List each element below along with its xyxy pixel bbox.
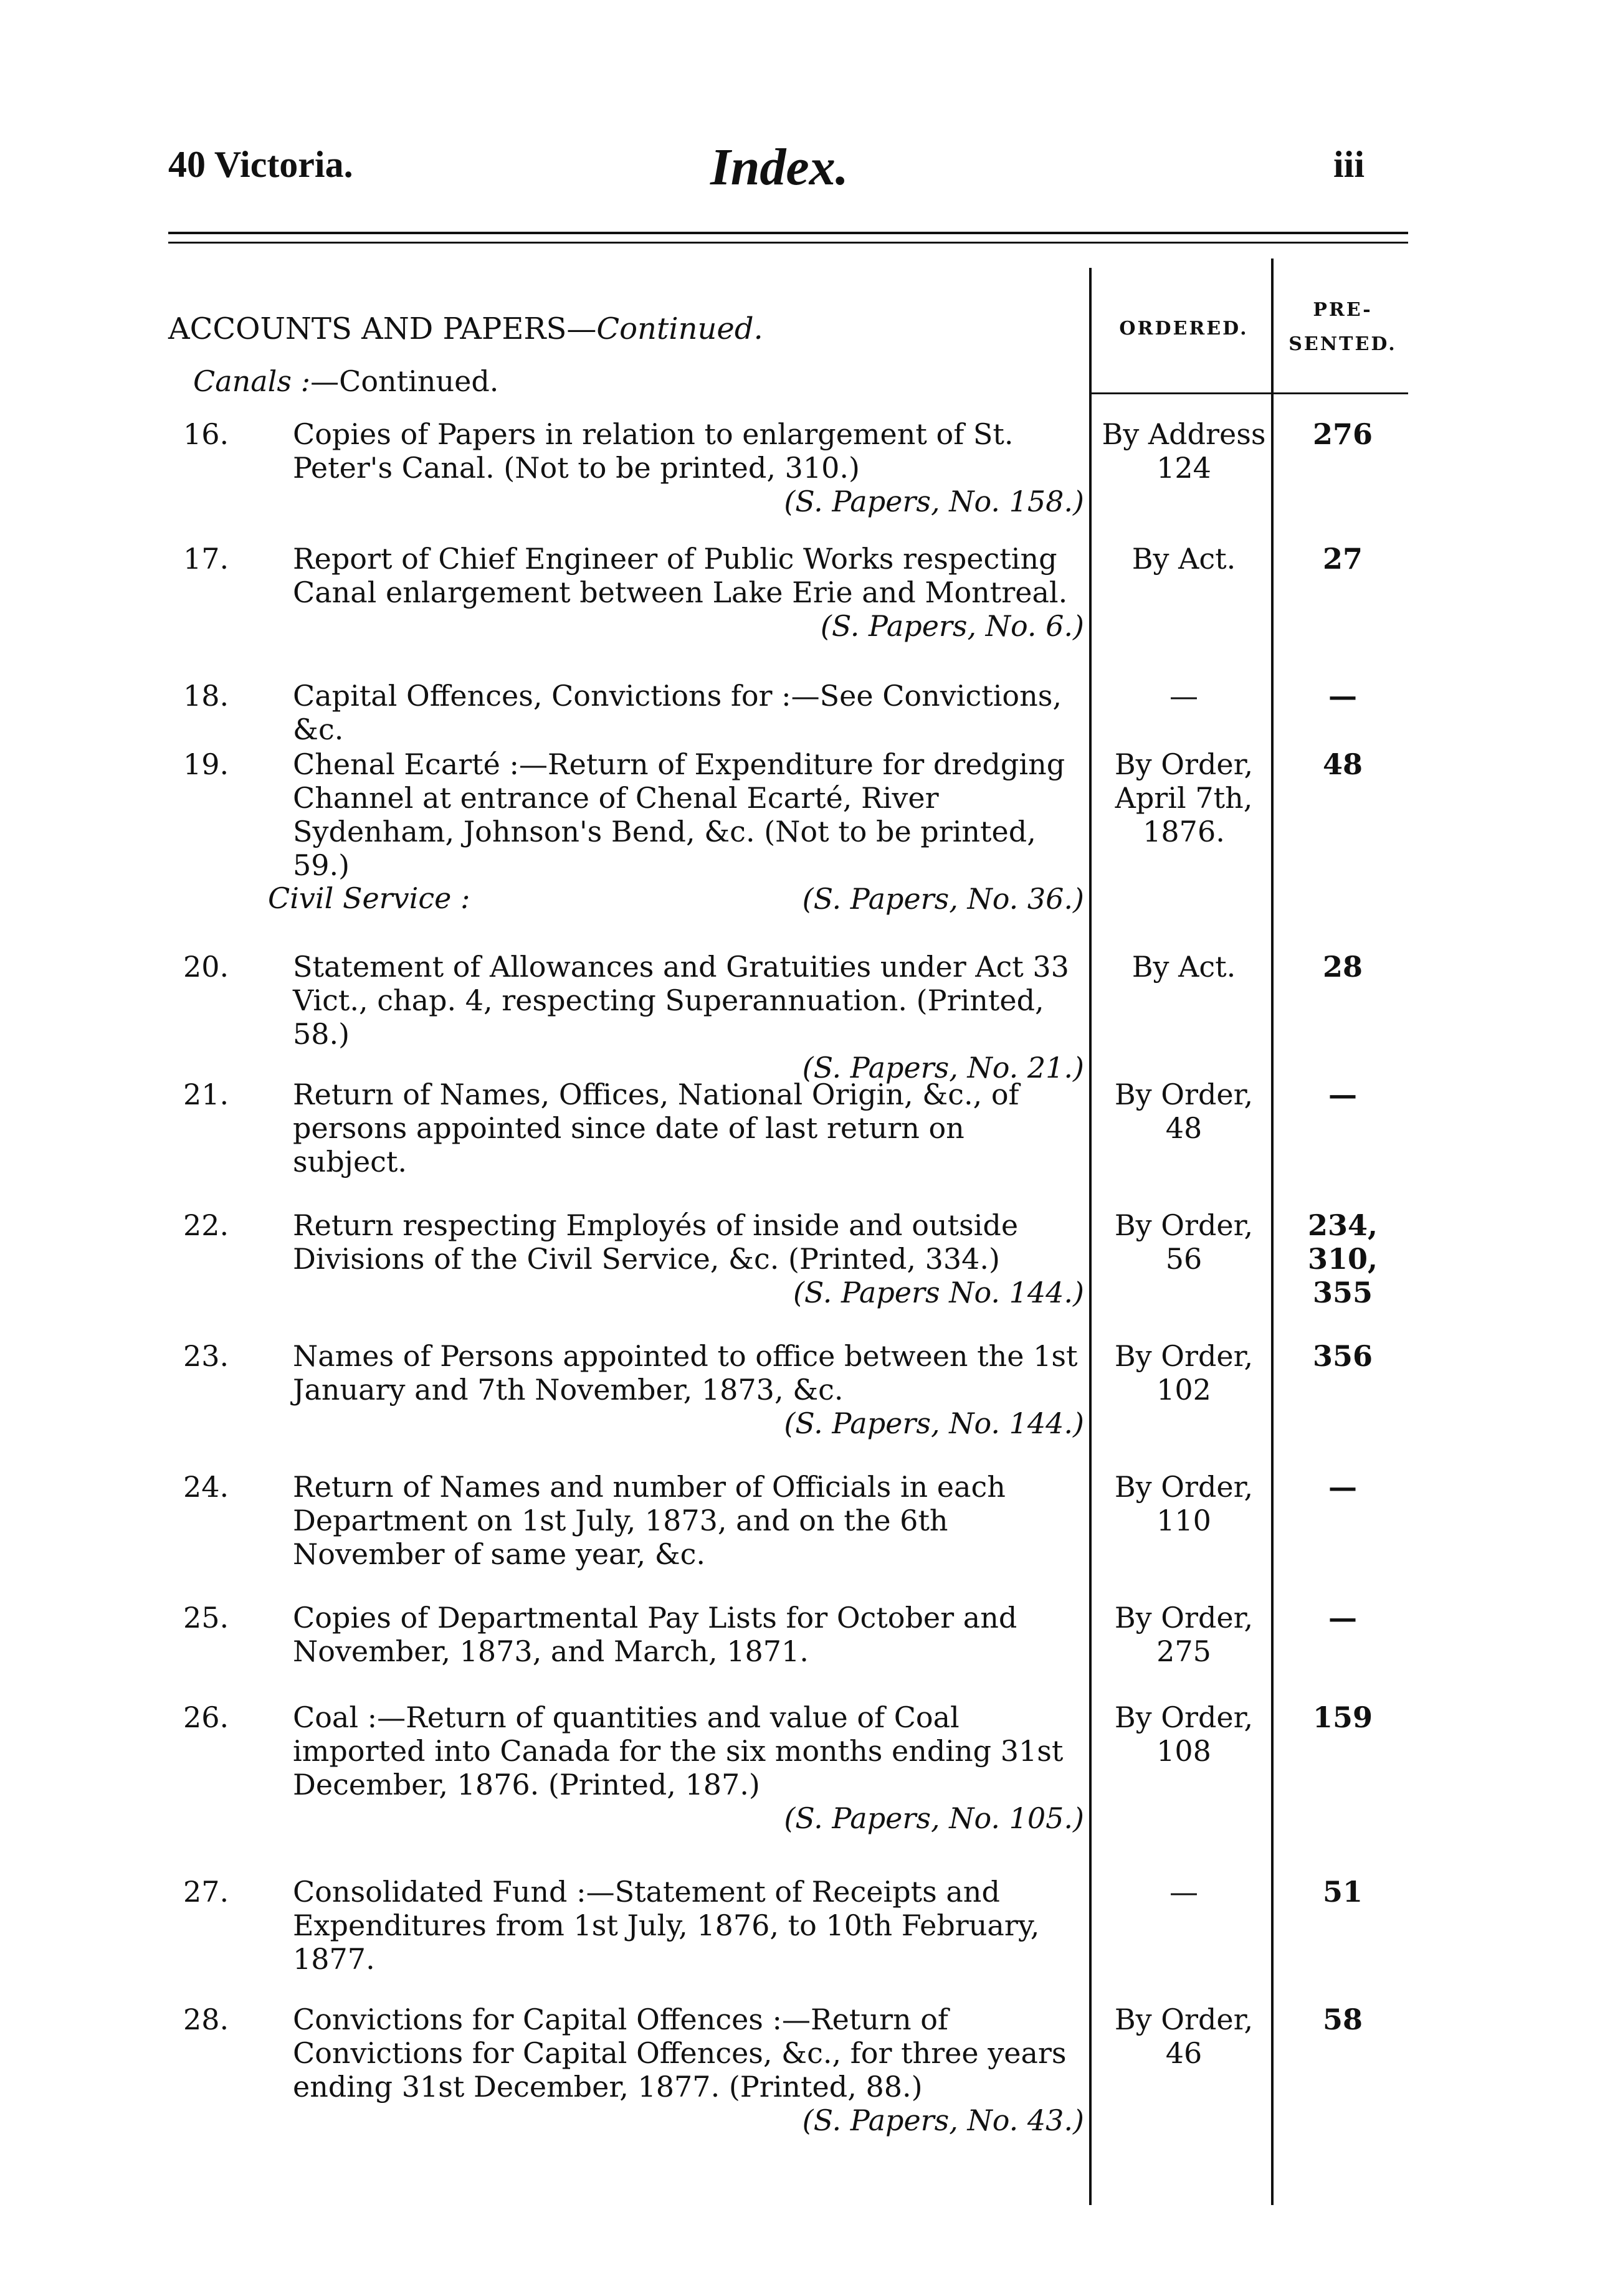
index-entry	[183, 417, 1084, 518]
index-entry	[183, 542, 1084, 643]
section-heading	[168, 311, 763, 346]
index-entry	[183, 679, 1084, 746]
entry-sessional-paper-ref: (S. Papers, No. 6.)	[820, 609, 1084, 643]
entry-ordered: By Act.	[1131, 542, 1236, 576]
entry-sessional-paper-ref: (S. Papers, No. 144.)	[784, 1407, 1084, 1440]
entry-presented: 51	[1322, 1875, 1363, 1909]
entry-text	[183, 542, 1084, 609]
entry-text	[183, 417, 1084, 485]
entry-text	[183, 1208, 1084, 1276]
entry-description: Return respecting Employés of inside and outside Divisions of the Civil Service, &c. (Printed, 334.)	[293, 1208, 1019, 1276]
entry-text	[183, 1701, 1084, 1801]
entry-sessional-paper-ref: (S. Papers, No. 105.)	[784, 1801, 1084, 1835]
entry-text	[183, 1470, 1084, 1571]
entry-text	[183, 950, 1084, 1051]
subheading-canals-label: Canals :	[193, 364, 311, 398]
entry-number: 28.	[183, 2003, 229, 2036]
entry-ordered: By Act.	[1131, 950, 1236, 984]
entry-number: 23.	[183, 1339, 229, 1373]
entry-presented: 356	[1312, 1339, 1373, 1373]
entry-text	[183, 747, 1084, 882]
column-header-presented-1: PRE-	[1313, 299, 1373, 321]
entry-ordered: By Order, 48	[1114, 1078, 1254, 1145]
entry-number: 16.	[183, 417, 229, 451]
subheading-canals-continued: —Continued.	[310, 364, 499, 398]
index-entry	[183, 1875, 1084, 1976]
entry-description: Names of Persons appointed to office between the 1st January and 7th November, 1873, &c.	[293, 1339, 1078, 1407]
index-entry	[183, 1601, 1084, 1668]
entry-text	[183, 1078, 1084, 1179]
entry-presented: —	[1328, 1601, 1357, 1634]
entry-presented: 159	[1312, 1701, 1373, 1734]
entry-presented: 58	[1322, 2003, 1363, 2036]
entry-ordered: By Order, 102	[1114, 1339, 1254, 1407]
entry-description: Copies of Papers in relation to enlargement of St. Peter's Canal. (Not to be printed, 310.)	[293, 417, 1014, 485]
index-entry	[183, 1701, 1084, 1835]
entry-ordered: By Order, 46	[1114, 2003, 1254, 2070]
index-entry	[183, 1208, 1084, 1309]
entry-presented: 48	[1322, 747, 1363, 781]
entry-text	[183, 1601, 1084, 1668]
header-rule-bottom	[168, 242, 1408, 244]
index-entry	[183, 1078, 1084, 1179]
entry-description: Return of Names, Offices, National Origin, &c., of persons appointed since date of last return on subject.	[293, 1078, 1019, 1179]
index-entry	[183, 1470, 1084, 1571]
entry-presented: —	[1328, 1470, 1357, 1504]
entry-number: 18.	[183, 679, 229, 713]
column-header-presented-2: SENTED.	[1288, 333, 1397, 355]
page-title: Index.	[710, 138, 849, 196]
entry-description: Coal :—Return of quantities and value of Coal imported into Canada for the six months ending 31st December, 1876. (Printed, 187.)	[293, 1701, 1064, 1801]
entry-number: 25.	[183, 1601, 229, 1634]
entry-description: Chenal Ecarté :—Return of Expenditure for dredging Channel at entrance of Chenal Ecarté, River Sydenham, Johnson's Bend, &c. (Not to be printed, 59.)	[293, 747, 1065, 882]
entry-number: 24.	[183, 1470, 229, 1504]
index-entry	[183, 2003, 1084, 2137]
entry-number: 26.	[183, 1701, 229, 1734]
entry-ordered: —	[1169, 679, 1198, 713]
page-number: iii	[1333, 144, 1365, 185]
entry-presented: —	[1328, 1078, 1357, 1111]
entry-number: 17.	[183, 542, 229, 576]
entry-ordered: By Order, April 7th, 1876.	[1114, 747, 1254, 848]
entry-description: Capital Offences, Convictions for :—See Convictions, &c.	[293, 679, 1062, 746]
entry-sessional-paper-ref: (S. Papers, No. 21.)	[802, 1051, 1084, 1084]
entry-ordered: By Order, 110	[1114, 1470, 1254, 1537]
subheading-civil-service: Civil Service :	[268, 881, 470, 915]
column-divider-left	[1089, 268, 1092, 2205]
entry-sessional-paper-ref: (S. Papers, No. 43.)	[802, 2104, 1084, 2137]
subheading-canals	[193, 364, 498, 398]
entry-description: Convictions for Capital Offences :—Return of Convictions for Capital Offences, &c., for three years ending 31st December, 1877. (Printed, 88.)	[293, 2003, 1067, 2104]
entry-description: Return of Names and number of Officials in each Department on 1st July, 1873, and on the 6th November of same year, &c.	[293, 1470, 1006, 1571]
running-header-left: 40 Victoria.	[168, 144, 353, 185]
entry-text	[183, 1875, 1084, 1976]
entry-sessional-paper-ref: (S. Papers, No. 158.)	[784, 485, 1084, 518]
index-entry	[183, 1339, 1084, 1440]
section-title: ACCOUNTS AND PAPERS—	[168, 311, 597, 346]
entry-description: Report of Chief Engineer of Public Works respecting Canal enlargement between Lake Erie and Montreal.	[293, 542, 1068, 609]
entry-presented: 27	[1322, 542, 1363, 576]
entry-presented: —	[1328, 679, 1357, 713]
column-header-ordered: ORDERED.	[1119, 318, 1249, 339]
entry-ordered: —	[1169, 1875, 1198, 1909]
header-rule-top	[168, 232, 1408, 234]
entry-number: 27.	[183, 1875, 229, 1909]
entry-text	[183, 1339, 1084, 1407]
entry-number: 22.	[183, 1208, 229, 1242]
entry-description: Statement of Allowances and Gratuities under Act 33 Vict., chap. 4, respecting Superannuation. (Printed, 58.)	[293, 950, 1069, 1051]
entry-presented: 28	[1322, 950, 1363, 984]
section-title-continued: Continued.	[596, 311, 763, 346]
entry-sessional-paper-ref: (S. Papers No. 144.)	[793, 1276, 1084, 1309]
column-header-rule	[1090, 392, 1408, 394]
entry-ordered: By Order, 108	[1114, 1701, 1254, 1768]
entry-ordered: By Order, 275	[1114, 1601, 1254, 1668]
entry-presented: 234, 310, 355	[1307, 1208, 1378, 1309]
entry-ordered: By Address 124	[1102, 417, 1266, 485]
entry-sessional-paper-ref: (S. Papers, No. 36.)	[802, 882, 1084, 916]
entry-description: Consolidated Fund :—Statement of Receipts and Expenditures from 1st July, 1876, to 10th February, 1877.	[293, 1875, 1040, 1976]
entry-number: 21.	[183, 1078, 229, 1111]
entry-ordered: By Order, 56	[1114, 1208, 1254, 1276]
entry-presented: 276	[1312, 417, 1373, 451]
entry-description: Copies of Departmental Pay Lists for October and November, 1873, and March, 1871.	[293, 1601, 1017, 1668]
entry-text	[183, 679, 1084, 746]
entry-text	[183, 2003, 1084, 2104]
entry-number: 20.	[183, 950, 229, 984]
index-entry	[183, 950, 1084, 1084]
entry-number: 19.	[183, 747, 229, 781]
